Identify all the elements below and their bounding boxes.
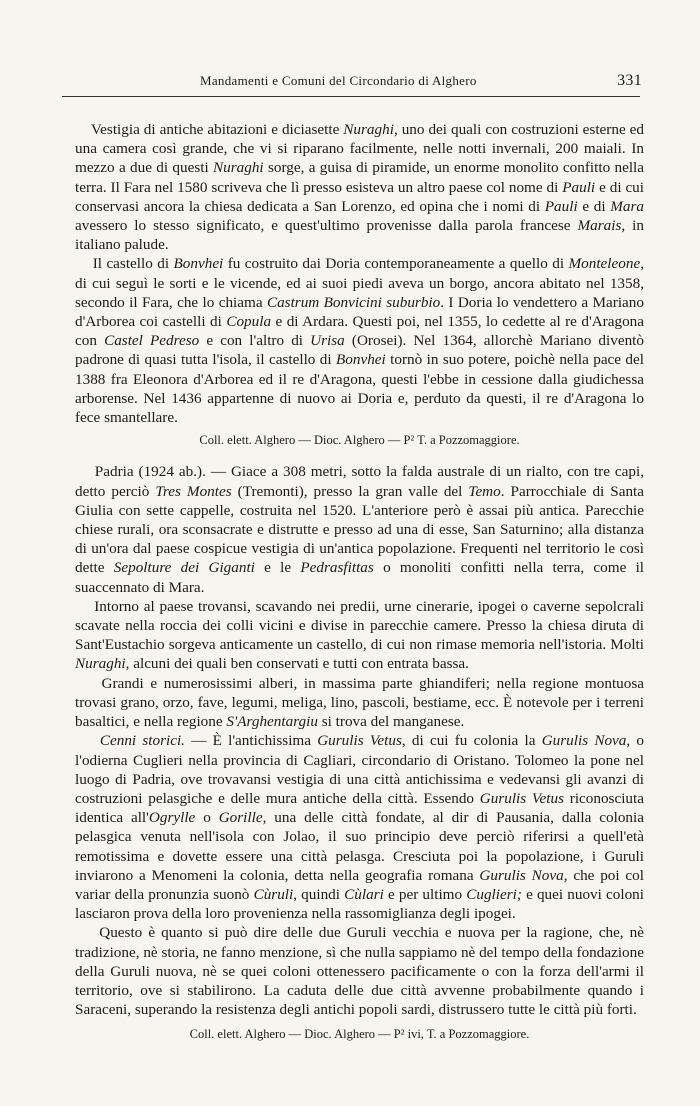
running-header <box>60 72 642 90</box>
paragraph: Intorno al paese trovansi, scavando nei predii, urne cinerarie, ipogei o caverne sepolcrali scavate nella roccia dei colli vicini e divise in parecchie camere. Presso la chiesa diruta di Sant'Eustachio sorgeva anticamente un castello, di cui non rimase memoria nell'istoria. Molti Nuraghi, alcuni dei quali ben conservati e tutti con entrata bassa. <box>75 597 645 673</box>
header-rule <box>62 96 640 97</box>
paragraph: Cenni storici. — È l'antichissima Gurulis Vetus, di cui fu colonia la Gurulis Nova, o l'odierna Cuglieri nella provincia di Cagliari, circondario di Oristano. Tolomeo la pone nel luogo di Padria, ove trovavansi vestigia di una città antichissima e vedevansi gli avanzi di costruzioni pelasgiche e delle mura antiche della città. Essendo Gurulis Vetus riconosciuta identica all'Ogrylle o Gorille, una delle città fondate, al dir di Pausania, dalla colonia pelasgica venuta nell'isola con Jolao, il suo principio deve perciò riferirsi a quell'età remotissima e dovette essere una città pelasga. Cresciuta poi la popolazione, i Guruli inviarono a Menomeni la colonia, detta nella geografia romana Gurulis Nova, che poi col variar della pronunzia suonò Cùruli, quindi Cùlari e per ultimo Cuglieri; e quei nuovi coloni lasciaron prova della loro provenienza nella rassomiglianza degli ipogei. <box>75 732 645 923</box>
header-title: Mandamenti e Comuni del Circondario di Alghero <box>200 73 477 88</box>
paragraph: Padria (1924 ab.). — Giace a 308 metri, sotto la falda australe di un rialto, con tre capi, detto perciò Tres Montes (Tremonti), presso la gran valle del Temo. Parrocchiale di Santa Giulia con sette cappelle, costruita nel 1520. L'anteriore però è assai più antica. Parecchie chiese rurali, ora sconsacrate e distrutte e presso ad una di esse, San Saturnino; alla distanza di un'ora dal paese cospicue vestigia di un'antica popolazione. Frequenti nel territorio le così dette Sepolture dei Giganti e le Pedrasfittas o monoliti confitti nella terra, come il suaccennato di Mara. <box>75 463 645 596</box>
page-number: 331 <box>617 72 642 89</box>
paragraph: Vestigia di antiche abitazioni e diciasette Nuraghi, uno dei quali con costruzioni esterne ed una camera così grande, che vi si riparano facilmente, nelle notti invernali, 200 maiali. In mezzo a due di questi Nuraghi sorge, a guisa di piramide, un enorme monolito confitto nella terra. Il Fara nel 1580 scriveva che lì presso esisteva un altro paese col nome di Pauli e di cui conservasi ancora la chiesa dedicata a San Lorenzo, ed opina che i nomi di Pauli e di Mara avessero lo stesso significato, e quest'ultimo provenisse dalla parola francese Marais, in italiano palude. <box>75 121 645 254</box>
paragraph: Questo è quanto si può dire delle due Guruli vecchia e nuova per la ragione, che, nè tradizione, nè storia, ne fanno menzione, sì che nulla sappiamo nè del tempo della fondazione della Guruli nuova, nè se quei coloni ottenessero pacificamente o con la forza dell'armi il territorio, ove si stabilirono. La caduta delle due città avvenne probabilmente quando i Saraceni, superando la resistenza degli antichi popoli sardi, distrussero tutte le città più forti. <box>75 924 644 1019</box>
electoral-note: Coll. elett. Alghero — Dioc. Alghero — P² T. a Pozzomaggiore. <box>199 433 520 448</box>
page-body <box>75 120 644 1057</box>
paragraph: Grandi e numerosissimi alberi, in massima parte ghiandiferi; nella regione montuosa trovasi grano, orzo, fave, legumi, meliga, lino, pascoli, bestiame, ecc. È notevole per i terreni basaltici, e nella regione S'Arghentargiu si trova del manganese. <box>75 674 644 731</box>
paragraph: Il castello di Bonvhei fu costruito dai Doria contemporaneamente a quello di Monteleone, di cui seguì le sorti e le vicende, ed ai suoi piedi aveva un borgo, ancora abitato nel 1358, secondo il Fara, che lo chiama Castrum Bonvicini suburbio. I Doria lo vendettero a Mariano d'Arborea coi castelli di Copula e di Ardara. Questi poi, nel 1355, lo cedette al re d'Aragona con Castel Pedreso e con l'altro di Urisa (Orosei). Nel 1364, allorchè Mariano diventò padrone di quasi tutta l'isola, il castello di Bonvhei tornò in suo potere, poichè nella pace del 1388 fra Eleonora d'Arborea ed il re d'Aragona, questi l'ebbe in cessione dalla giudichessa arborense. Nel 1436 appartenne di nuovo ai Doria e, perduto da questi, il re d'Aragona lo fece smantellare. <box>75 255 644 427</box>
electoral-note: Coll. elett. Alghero — Dioc. Alghero — P² ivi, T. a Pozzomaggiore. <box>189 1027 530 1042</box>
